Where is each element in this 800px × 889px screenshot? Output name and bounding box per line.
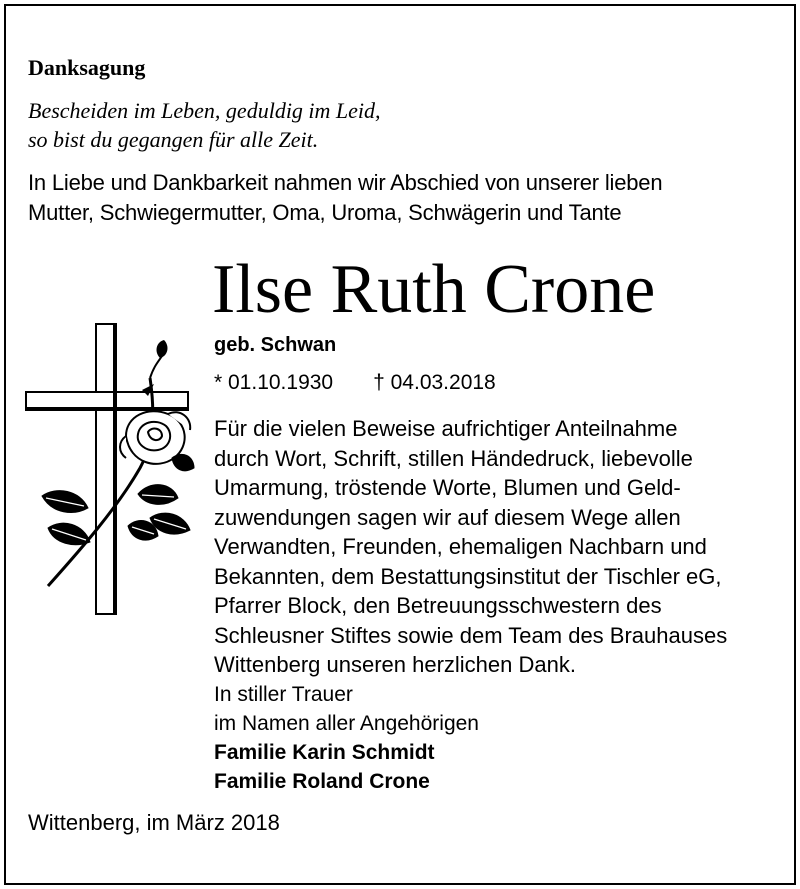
life-dates [214,371,496,395]
verse-line: so bist du gegangen für alle Zeit. [28,127,319,152]
thanks-line: Pfarrer Block, den Betreuungsschwestern des [214,593,662,618]
thanks-line: Verwandten, Freunden, ehemaligen Nachbarn und [214,534,707,559]
relatives-line: im Namen aller Angehörigen [214,712,479,735]
deceased-name: Ilse Ruth Crone [212,251,656,328]
notice-heading: Danksagung [28,55,146,80]
family-name: Familie Roland Crone [214,770,430,793]
cross-with-rose-icon [22,318,198,623]
verse-line: Bescheiden im Leben, geduldig im Leid, [28,98,381,123]
thanks-line: Bekannten, dem Bestattungsinstitut der Tischler eG, [214,563,722,589]
thanks-line: Für die vielen Beweise aufrichtiger Anteilnahme [214,416,678,441]
family-name: Familie Karin Schmidt [214,741,435,764]
thanks-line: Wittenberg unseren herzlichen Dank. [214,652,576,677]
thanks-line: durch Wort, Schrift, stillen Händedruck, liebevolle [214,445,693,471]
intro-line: Mutter, Schwiegermutter, Oma, Uroma, Schwägerin und Tante [28,200,622,225]
verse [28,96,381,154]
death-date: † 04.03.2018 [373,371,496,394]
intro-line: In Liebe und Dankbarkeit nahmen wir Abschied von unserer lieben [28,170,663,195]
mourning-line: In stiller Trauer [214,683,353,706]
intro-text [28,168,662,228]
thanks-line: Umarmung, tröstende Worte, Blumen und Geld- [214,475,681,500]
thanks-text [214,414,774,680]
signature-block [214,680,479,796]
thanks-line: zuwendungen sagen wir auf diesem Wege allen [214,504,681,530]
birth-name: geb. Schwan [214,334,337,356]
place-date: Wittenberg, im März 2018 [28,810,280,835]
birth-date: * 01.10.1930 [214,371,334,394]
thanks-line: Schleusner Stiftes sowie dem Team des Brauhauses [214,622,728,648]
